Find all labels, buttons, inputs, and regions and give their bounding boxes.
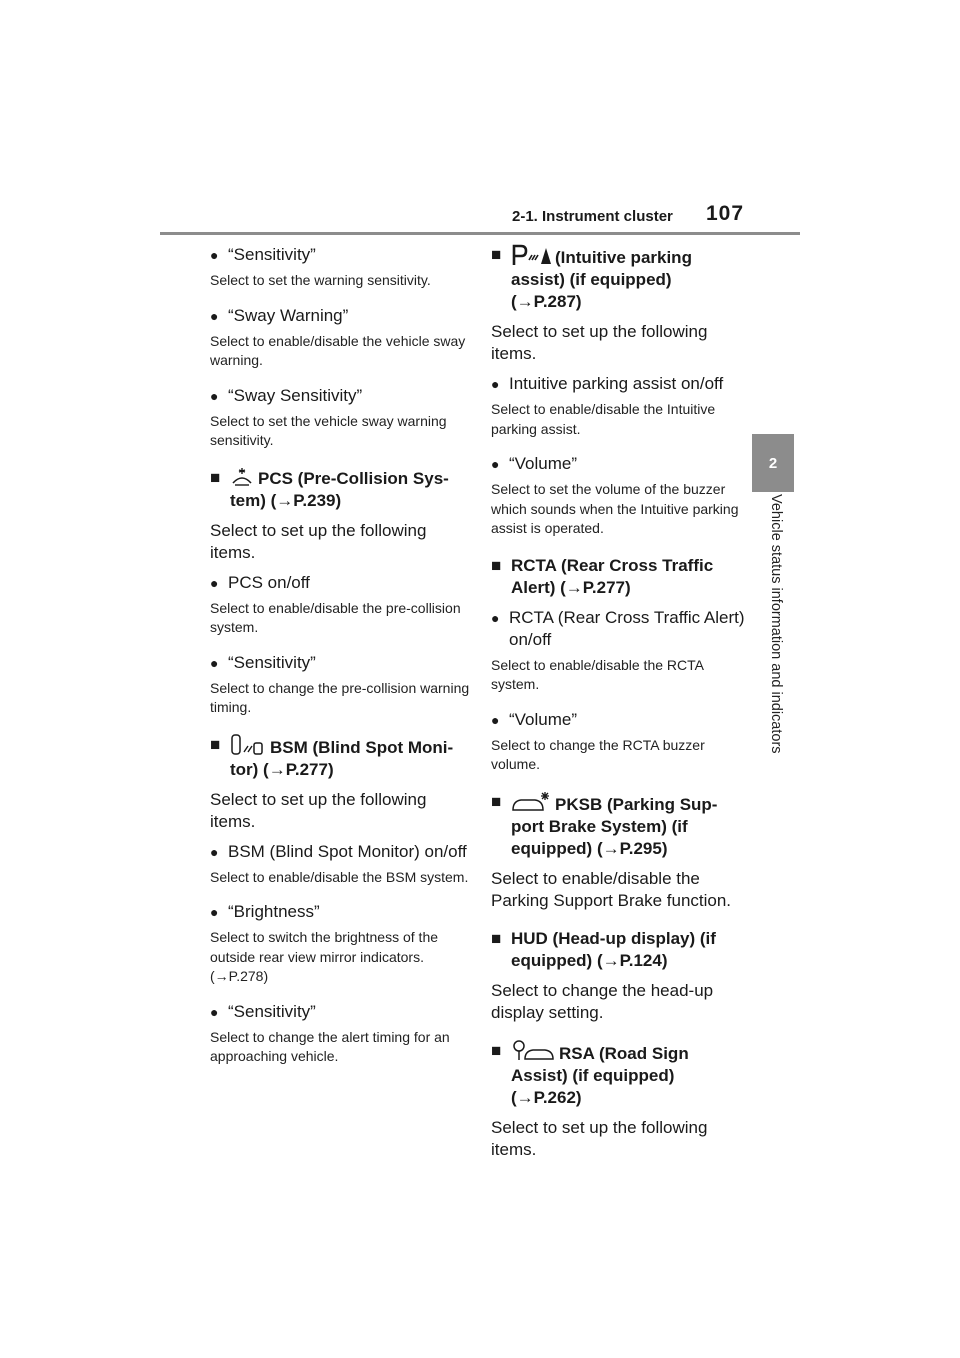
rcta-heading-a: RCTA (Rear Cross Traffic [511, 555, 714, 575]
pksb-arrow: → [602, 838, 620, 858]
pksb-heading-a: PKSB (Parking Sup- [555, 794, 718, 814]
rsa-icon [511, 1040, 555, 1062]
hud-intro: Select to change the head-up display setting. [491, 980, 714, 1022]
chapter-tab [752, 434, 794, 492]
chapter-number: 2 [768, 454, 778, 472]
bullet-ipa-onoff: ● Intuitive parking assist on/off [491, 373, 747, 395]
rsa-heading: ■ RSA (Road Sign Assist) (if equipped) (→P.262) [491, 1040, 689, 1107]
desc-ipa-onoff: Select to enable/disable the Intuitive parking assist. [491, 401, 716, 437]
ipa-arrow: → [516, 292, 534, 311]
ipa-heading-b: assist) (if equipped) [511, 270, 672, 289]
square-bullet-icon: ■ [491, 1040, 502, 1060]
square-bullet-icon: ■ [491, 245, 502, 264]
desc-bsm-brightness: Select to switch the brightness of the outside rear view mirror indicators. (→P.278) [210, 929, 439, 984]
rsa-arrow: → [516, 1087, 534, 1107]
bullet-pcs-onoff: ● PCS on/off [210, 572, 472, 594]
parking-assist-icon [511, 244, 551, 266]
bullet-sway-sensitivity: ● “Sway Sensitivity” [210, 385, 472, 407]
bullet-bsm-sensitivity: ● “Sensitivity” [210, 1001, 472, 1023]
bsm-heading-b: tor) ( [230, 759, 269, 779]
rcta-arrow: → [565, 577, 583, 597]
hud-ref[interactable]: P.124) [619, 950, 668, 970]
square-bullet-icon: ■ [210, 467, 221, 487]
bullet-sway-warning: ● “Sway Warning” [210, 305, 472, 327]
pcs-heading-a: PCS (Pre-Collision Sys- [258, 468, 449, 488]
ipa-heading: ■ (Intuitive parking assist) (if equipped) (→P.287) [491, 245, 692, 311]
ipa-ref[interactable]: P.287) [533, 292, 582, 311]
desc-sensitivity: Select to set the warning sensitivity. [210, 272, 431, 288]
ipa-intro: Select to set up the following items. [491, 322, 708, 363]
right-column [491, 244, 747, 1161]
rcta-heading-b: Alert) ( [511, 577, 566, 597]
desc-rcta-volume: Select to change the RCTA buzzer volume. [491, 736, 705, 772]
pksb-ref[interactable]: P.295) [619, 838, 668, 858]
desc-bsm-onoff: Select to enable/disable the BSM system. [210, 868, 469, 885]
desc-rcta-onoff: Select to enable/disable the RCTA system. [491, 656, 704, 692]
pcs-heading [210, 467, 472, 512]
pksb-heading-b: port Brake System) (if [511, 816, 688, 836]
rsa-heading-b: Assist) (if equipped) [511, 1065, 675, 1085]
page-number: 107 [706, 202, 745, 225]
desc-pcs-onoff: Select to enable/disable the pre-collision system. [210, 599, 461, 635]
bullet-bsm-onoff: ● BSM (Blind Spot Monitor) on/off [210, 841, 472, 863]
ipa-heading-a: (Intuitive parking [555, 248, 692, 267]
bsm-intro: Select to set up the following items. [210, 789, 427, 831]
square-bullet-icon: ■ [491, 791, 502, 811]
square-bullet-icon: ■ [491, 928, 502, 948]
rsa-ref[interactable]: P.262) [533, 1087, 582, 1107]
bullet-bsm-brightness: ● “Brightness” [210, 901, 472, 923]
left-column [210, 244, 472, 1067]
chapter-label [760, 494, 790, 794]
square-bullet-icon: ■ [210, 734, 221, 754]
bsm-ref[interactable]: P.277) [285, 759, 334, 779]
bullet-rcta-volume: ● “Volume” [491, 709, 747, 731]
section-title: 2-1. Instrument cluster [512, 208, 673, 225]
pksb-heading [491, 791, 747, 860]
pcs-heading-b: tem) ( [230, 490, 277, 510]
pcs-ref[interactable]: P.239) [293, 490, 342, 510]
pcs-icon [230, 467, 254, 487]
pksb-icon [511, 791, 551, 813]
hud-heading [491, 928, 747, 972]
square-bullet-icon: ■ [491, 555, 502, 575]
bullet-sensitivity: ● “Sensitivity” [210, 244, 472, 266]
header-rule [160, 232, 800, 235]
rsa-heading-a: RSA (Road Sign [559, 1043, 689, 1063]
desc-sway-sensitivity: Select to set the vehicle sway warning sensitivity. [210, 412, 447, 448]
rsa-intro: Select to set up the following items. [491, 1117, 708, 1159]
bullet-rcta-onoff: ● RCTA (Rear Cross Traffic Alert) on/off [491, 607, 747, 651]
desc-sway-warning: Select to enable/disable the vehicle sway warning. [210, 332, 466, 368]
rcta-heading [491, 555, 747, 599]
bullet-pcs-sensitivity: ● “Sensitivity” [210, 652, 472, 674]
bullet-ipa-volume: ● “Volume” [491, 453, 747, 475]
desc-bsm-sensitivity: Select to change the alert timing for an approaching vehicle. [210, 1028, 450, 1064]
hud-heading-b: equipped) ( [511, 950, 603, 970]
hud-heading-a: HUD (Head-up display) (if [511, 928, 716, 948]
pcs-intro: Select to set up the following items. [210, 520, 427, 562]
desc-ipa-volume: Select to set the volume of the buzzer which sounds when the Intuitive parking assist is operated. [491, 481, 739, 536]
bsm-heading [210, 734, 472, 781]
bsm-heading-a: BSM (Blind Spot Moni- [270, 737, 454, 757]
pcs-arrow: → [276, 490, 294, 510]
bsm-arrow: → [268, 759, 286, 779]
bsm-icon [230, 734, 266, 756]
pksb-intro: Select to enable/disable the Parking Support Brake function. [491, 868, 732, 910]
desc-pcs-sensitivity: Select to change the pre-collision warning timing. [210, 679, 470, 715]
pksb-heading-c: equipped) ( [511, 838, 603, 858]
rcta-ref[interactable]: P.277) [582, 577, 631, 597]
chapter-title: Vehicle status information and indicators [768, 494, 784, 754]
hud-arrow: → [602, 950, 620, 970]
